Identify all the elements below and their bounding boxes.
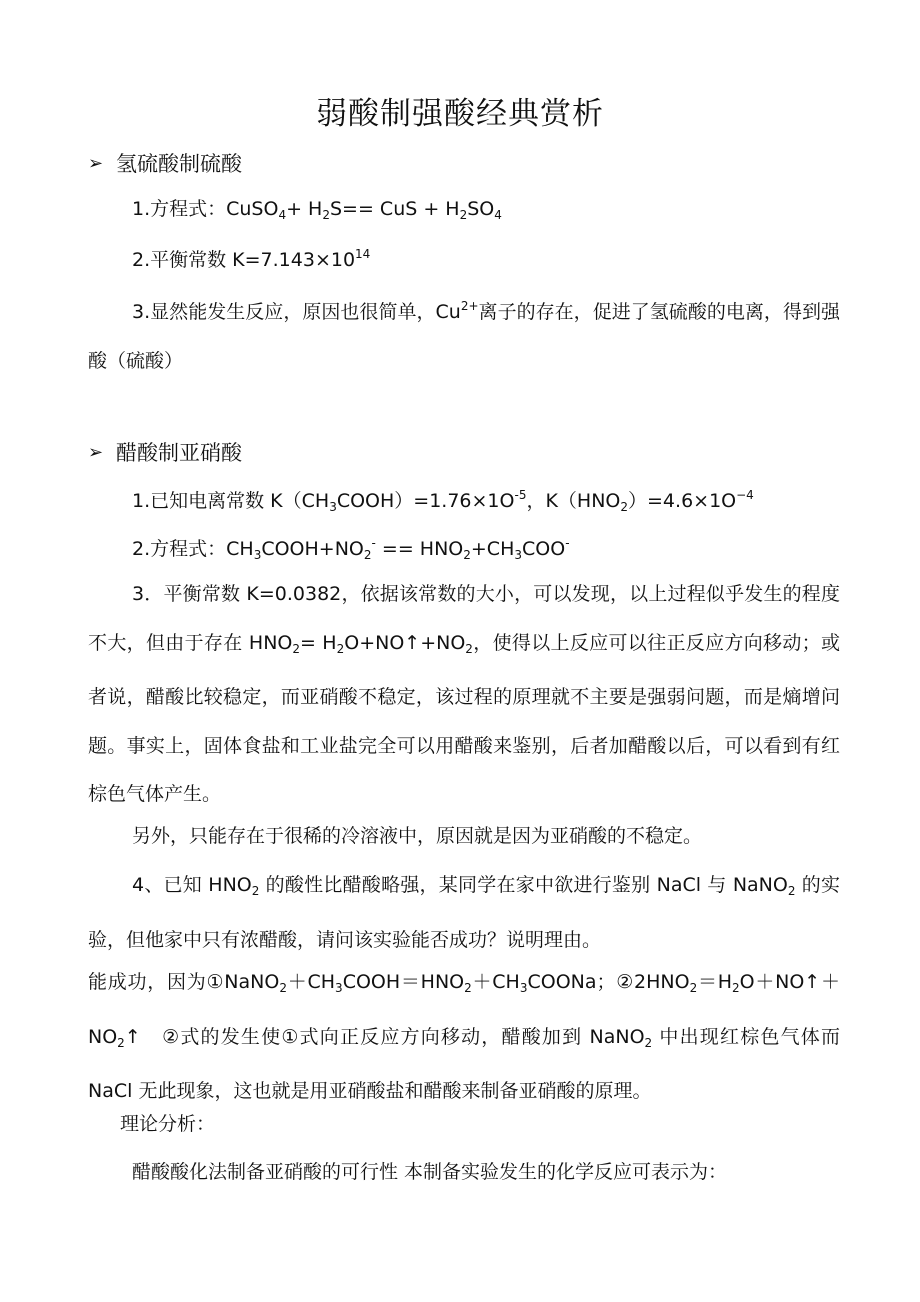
question-paragraph — [88, 861, 840, 964]
superscript: - — [371, 536, 376, 550]
superscript: -5 — [514, 488, 527, 502]
text-run: COOH+NO — [261, 538, 364, 560]
text-run: 的实验，但他家中只有浓醋酸，请问该实验能否成功？说明理由。 — [88, 874, 840, 951]
subscript: 2 — [363, 548, 372, 562]
text-run: ＝H — [697, 971, 733, 993]
text-run: 2.平衡常数 K=7.143×10 — [132, 249, 356, 271]
text-run: ）=4.6×1O — [628, 490, 737, 512]
subscript: 2 — [463, 548, 471, 562]
text-run: COOH＝HNO — [342, 971, 465, 993]
text-run: 4、已知 HNO — [132, 874, 252, 896]
explanation-paragraph-1 — [88, 282, 840, 385]
text-run: + H — [286, 198, 323, 220]
text-run: 的酸性比醋酸略强，某同学在家中欲进行鉴别 NaCl 与 NaNO — [259, 874, 788, 896]
equilibrium-constant-line — [132, 248, 370, 270]
subscript: 2 — [620, 500, 629, 514]
subscript: 3 — [519, 981, 528, 995]
text-run: = H — [300, 631, 337, 654]
subscript: 2 — [251, 884, 260, 898]
subscript: 4 — [494, 208, 502, 222]
text-run: COONa；②2HNO — [527, 971, 690, 993]
text-run: 能成功，因为①NaNO — [88, 971, 280, 993]
subscript: 2 — [459, 208, 468, 222]
subscript: 2 — [644, 1035, 653, 1050]
subscript: 2 — [322, 208, 330, 222]
section-heading-2 — [88, 437, 242, 467]
subscript: 3 — [329, 500, 337, 514]
answer-paragraph — [88, 958, 840, 1116]
superscript: 2+ — [460, 299, 479, 313]
text-run: ＋CH — [471, 971, 520, 993]
text-run: +CH — [470, 538, 515, 560]
subscript: 2 — [336, 641, 345, 656]
analysis-intro: 醋酸酸化法制备亚硝酸的可行性 本制备实验发生的化学反应可表示为： — [132, 1161, 728, 1183]
text-run: 离子的存在，促进了氢硫酸的电离，得到强酸（硫酸） — [88, 301, 840, 372]
section-heading-1 — [88, 148, 242, 178]
subscript: 2 — [117, 1035, 125, 1050]
text-run: COOH）=1.76×1O — [336, 490, 515, 512]
subscript: 3 — [335, 981, 343, 995]
text-run: ＋CH — [286, 971, 336, 993]
text-run: ，使得以上反应可以往正反应方向移动；或者说，醋酸比较稳定，而亚硝酸不稳定，该过程的原理就不主要是强弱问题，而是熵增问题。事实上，固体食盐和工业盐完全可以用醋酸来鉴别，后者加醋酸以后，可以看到有红棕色气体产生。 — [88, 631, 840, 806]
explanation-paragraph-2 — [88, 570, 840, 819]
ionization-constants-line — [132, 489, 754, 513]
subscript: 2 — [292, 641, 301, 656]
text-run: O＋NO↑＋NO — [88, 971, 840, 1048]
subscript: 2 — [465, 641, 473, 656]
analysis-label: 理论分析： — [120, 1113, 216, 1135]
subscript: 2 — [732, 981, 740, 995]
text-run: == HNO — [375, 538, 464, 560]
text-run: ↑ ②式的发生使①式向正反应方向移动，醋酸加到 NaNO — [124, 1025, 645, 1048]
arrow-bullet-icon: ➢ — [88, 152, 104, 174]
equation-line-2 — [132, 537, 570, 561]
text-run: 2.方程式：CH — [132, 538, 254, 560]
text-run: 3.显然能发生反应，原因也很简单，Cu — [132, 301, 461, 323]
text-run: ，K（HNO — [526, 490, 621, 512]
text-run: S== CuS + H — [329, 198, 460, 220]
superscript: 14 — [355, 247, 371, 261]
subscript: 3 — [253, 548, 262, 562]
arrow-bullet-icon: ➢ — [88, 441, 104, 463]
section-heading-1-text: 氢硫酸制硫酸 — [116, 152, 242, 176]
text-run: 3．平衡常数 K=0.0382，依据该常数的大小，可以发现，以上过程似乎发生的程度不大，但由于存在 HNO — [88, 583, 840, 654]
text-run: O+NO↑+NO — [344, 631, 466, 654]
section-heading-2-text: 醋酸制亚硝酸 — [116, 441, 242, 465]
superscript: - — [565, 536, 570, 550]
subscript: 2 — [787, 884, 796, 898]
document-title: 弱酸制强酸经典赏析 — [316, 96, 604, 132]
text-run: 1.方程式：CuSO — [132, 198, 279, 220]
text-run: 1.已知电离常数 K（CH — [132, 490, 330, 512]
superscript: −4 — [736, 488, 754, 502]
text-run: 中出现红棕色气体而 NaCl 无此现象，这也就是用亚硝酸盐和醋酸来制备亚硝酸的原理。 — [88, 1025, 840, 1103]
subscript: 3 — [514, 548, 523, 562]
subscript: 4 — [278, 208, 287, 222]
subscript: 2 — [464, 981, 472, 995]
text-run: SO — [467, 198, 495, 220]
note-paragraph: 另外，只能存在于很稀的冷溶液中，原因就是因为亚硝酸的不稳定。 — [132, 825, 703, 847]
text-run: COO — [522, 538, 566, 560]
subscript: 2 — [279, 981, 287, 995]
equation-line — [132, 200, 502, 221]
subscript: 2 — [689, 981, 698, 995]
